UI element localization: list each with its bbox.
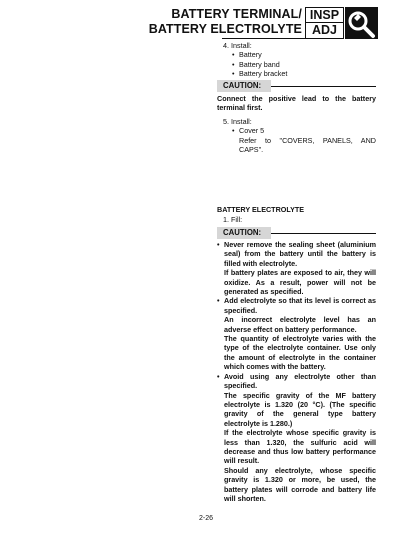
caution-note: The specific gravity of the MF battery electrolyte is 1.320 (20 °C). (The specific gravity of the general type battery electrolyte is 1.280.) [224,390,376,428]
badge-insp: INSP [306,8,343,23]
caution-note: If the electrolyte whose specific gravity is less than 1.320, the sulfuric acid will decrease and thus low battery performance will result. [224,428,376,466]
caution-box-2 [217,227,376,239]
caution-2-list [217,240,376,503]
title-line-1: BATTERY TERMINAL/ [171,7,302,21]
section-heading: BATTERY ELECTROLYTE [217,205,305,214]
caution-note: The quantity of electrolyte varies with the type of the electrolyte container. Use only the amount of electrolyte in the container which comes with the battery. [224,334,376,372]
caution-note: If battery plates are exposed to air, they will oxidize. As a result, power will not be generated as specified. [224,268,376,297]
step-4-item: • Battery band [232,60,376,69]
caution-box-1 [217,80,376,92]
caution-1-text: Connect the positive lead to the battery terminal first. [217,94,376,113]
step-4-item: • Battery bracket [232,69,376,78]
step-5 [217,117,376,155]
title-line-2: BATTERY ELECTROLYTE [148,22,302,36]
caution-bullet: • Add electrolyte so that its level is correct as specified. [217,296,376,315]
caution-label: CAUTION: [217,227,271,239]
caution-note: An incorrect electrolyte level has an adverse effect on battery performance. [224,315,376,334]
step-5-label: 5. Install: [223,117,252,126]
fill-step: 1. Fill: [223,215,243,224]
step-5-reference: Refer to "COVERS, PANELS, AND CAPS". [239,135,376,155]
caution-label: CAUTION: [217,80,271,92]
caution-rule [271,233,376,234]
caution-note: Should any electrolyte, whose specific gravity is 1.320 or more, be used, the battery plates will corrode and battery life will shorten. [224,465,376,503]
page-title [149,7,302,37]
step-5-item: • Cover 5 [232,126,376,135]
badge-adj: ADJ [311,23,337,37]
caution-bullet: • Avoid using any electrolyte other than specified. [217,372,376,391]
section-badge [305,7,344,39]
step-4-label: 4. Install: [223,41,252,50]
step-4 [217,41,376,79]
caution-rule [271,86,376,87]
step-4-item: • Battery [232,50,376,59]
caution-bullet: • Never remove the sealing sheet (aluminium seal) from the battery until the battery is filled with electrolyte. [217,240,376,268]
page-number: 2-26 [199,515,214,522]
wrench-magnifier-icon [345,7,378,39]
